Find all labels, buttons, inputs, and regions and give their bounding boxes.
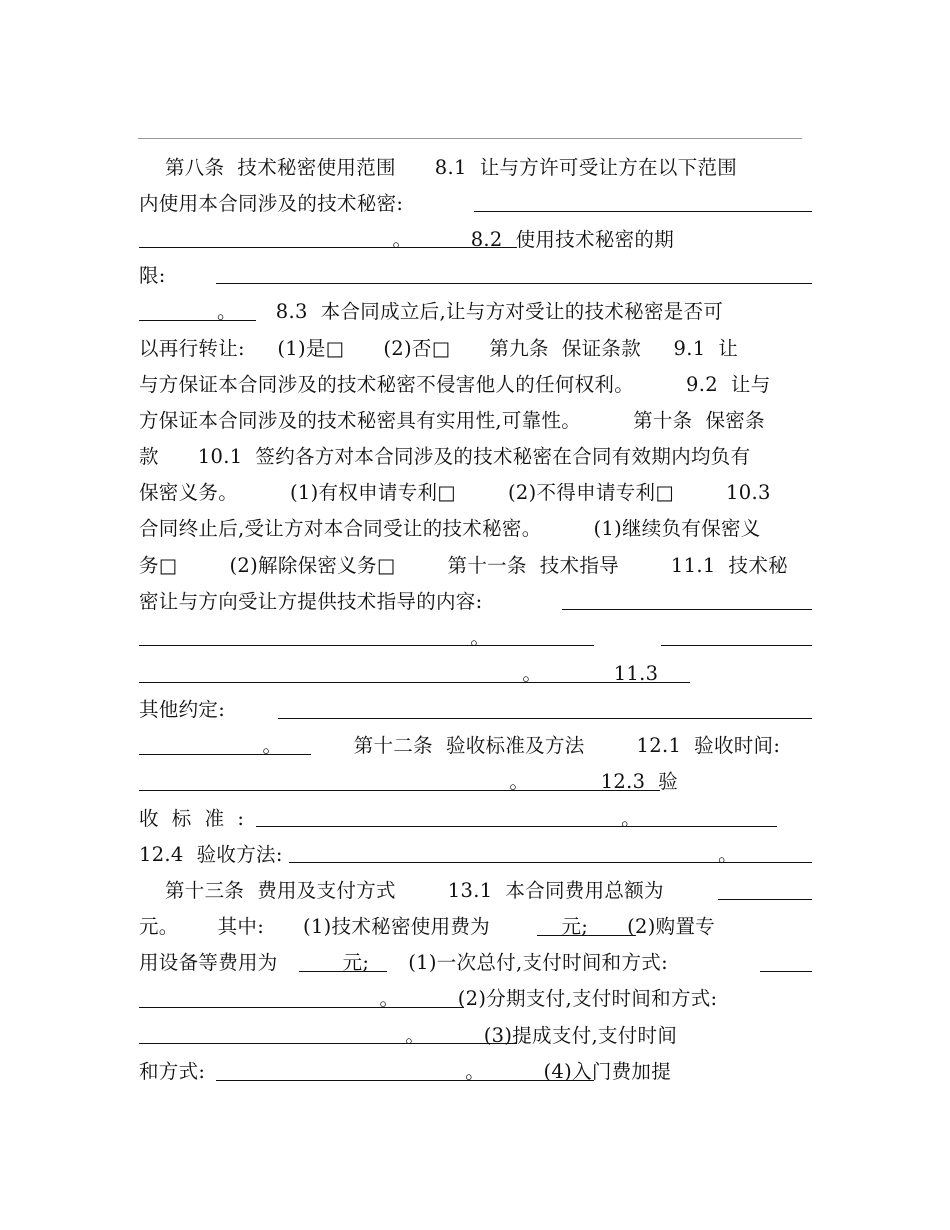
text-line: 和方式: 。 (4)入门费加提 <box>139 1060 672 1083</box>
text-line: 。 <box>139 626 491 649</box>
text-line: 与方保证本合同涉及的技术秘密不侵害他人的任何权利。 9.2 让与 <box>139 373 771 396</box>
text-line: 务□ (2)解除保密义务□ 第十一条 技术指导 11.1 技术秘 <box>139 554 788 577</box>
fill-in-blank[interactable] <box>760 971 812 972</box>
text-line: 。 8.3 本合同成立后,让与方对受让的技术秘密是否可 <box>139 300 724 323</box>
fill-in-blank[interactable] <box>278 718 812 719</box>
fill-in-blank[interactable] <box>139 754 311 755</box>
text-line: 保密义务。 (1)有权申请专利□ (2)不得申请专利□ 10.3 <box>139 481 771 504</box>
fill-in-blank[interactable] <box>299 971 387 972</box>
text-line: 。 12.3 验 <box>139 770 679 793</box>
fill-in-blank[interactable] <box>562 609 812 610</box>
text-line: 密让与方向受让方提供技术指导的内容: <box>139 590 483 613</box>
text-line: 。 8.2 使用技术秘密的期 <box>139 228 675 251</box>
fill-in-blank[interactable] <box>661 645 812 646</box>
fill-in-blank[interactable] <box>256 826 777 827</box>
text-line: 内使用本合同涉及的技术秘密: <box>139 192 404 215</box>
text-line: 合同终止后,受让方对本合同受让的技术秘密。 (1)继续负有保密义 <box>139 517 761 540</box>
fill-in-blank[interactable] <box>216 283 812 284</box>
text-line: 12.4 验收方法: 。 <box>139 843 738 866</box>
text-line: 用设备等费用为 元; (1)一次总付,支付时间和方式: <box>139 951 668 974</box>
text-line: 方保证本合同涉及的技术秘密具有实用性,可靠性。 第十条 保密条 <box>139 409 765 432</box>
text-line: 收 标 准 : 。 <box>139 807 641 830</box>
fill-in-blank[interactable] <box>474 211 812 212</box>
fill-in-blank[interactable] <box>537 935 636 936</box>
text-line: 。 (2)分期支付,支付时间和方式: <box>139 987 718 1010</box>
text-line: 以再行转让: (1)是□ (2)否□ 第九条 保证条款 9.1 让 <box>139 337 739 360</box>
text-line: 第八条 技术秘密使用范围 8.1 让与方许可受让方在以下范围 <box>139 156 738 179</box>
fill-in-blank[interactable] <box>139 247 517 248</box>
fill-in-blank[interactable] <box>139 1007 464 1008</box>
text-line: 。 11.3 <box>139 662 659 685</box>
fill-in-blank[interactable] <box>139 682 690 683</box>
text-line: 限: <box>139 264 166 287</box>
text-line: 款 10.1 签约各方对本合同涉及的技术秘密在合同有效期内均负有 <box>139 445 751 468</box>
fill-in-blank[interactable] <box>718 899 812 900</box>
text-line: 第十三条 费用及支付方式 13.1 本合同费用总额为 <box>139 879 664 902</box>
fill-in-blank[interactable] <box>289 862 812 863</box>
fill-in-blank[interactable] <box>216 1080 594 1081</box>
fill-in-blank[interactable] <box>139 645 594 646</box>
fill-in-blank[interactable] <box>139 790 660 791</box>
fill-in-blank[interactable] <box>139 1043 517 1044</box>
text-line: 。 (3)提成支付,支付时间 <box>139 1024 678 1047</box>
text-line: 元。 其中: (1)技术秘密使用费为 元; (2)购置专 <box>139 915 716 938</box>
fill-in-blank[interactable] <box>139 320 256 321</box>
text-line: 其他约定: <box>139 698 226 721</box>
text-line: 。 第十二条 验收标准及方法 12.1 验收时间: <box>139 734 781 757</box>
